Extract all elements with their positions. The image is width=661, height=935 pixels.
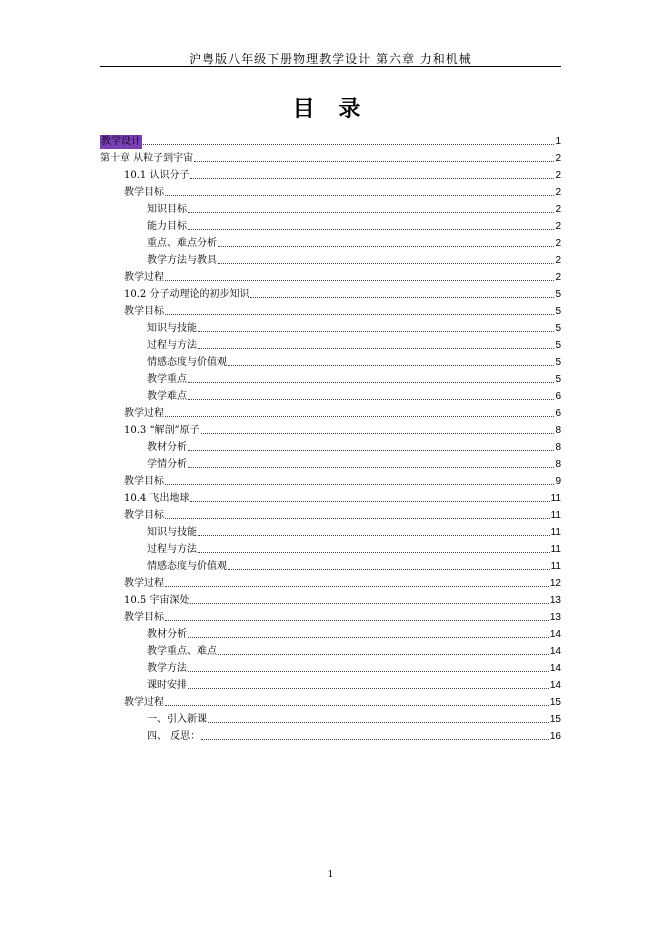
toc-entry-page: 12 xyxy=(549,578,561,589)
toc-dot-leader xyxy=(208,722,549,723)
toc-entry-page: 14 xyxy=(549,646,561,657)
toc-dot-leader xyxy=(228,365,554,366)
toc-entry-text: 四、 反思： xyxy=(147,731,201,742)
toc-entry-page: 2 xyxy=(555,272,561,283)
toc-entry-page: 5 xyxy=(555,340,561,351)
table-of-contents xyxy=(100,132,561,744)
toc-entry[interactable] xyxy=(100,574,561,591)
toc-dot-leader xyxy=(165,484,554,485)
header-rule xyxy=(100,66,561,67)
toc-dot-leader xyxy=(188,229,554,230)
toc-entry-text: 教学目标 xyxy=(124,306,164,317)
toc-entry[interactable] xyxy=(100,625,561,642)
toc-dot-leader xyxy=(250,297,554,298)
toc-entry-page: 14 xyxy=(549,663,561,674)
toc-entry-page: 6 xyxy=(555,391,561,402)
toc-entry-page: 8 xyxy=(555,459,561,470)
toc-entry[interactable] xyxy=(100,370,561,387)
toc-entry-page: 11 xyxy=(550,493,561,504)
toc-entry-text: 教学过程 xyxy=(124,272,164,283)
toc-dot-leader xyxy=(165,314,554,315)
toc-dot-leader xyxy=(198,331,554,332)
toc-dot-leader xyxy=(188,688,549,689)
toc-entry-page: 2 xyxy=(555,153,561,164)
toc-entry[interactable] xyxy=(100,387,561,404)
toc-dot-leader xyxy=(198,552,550,553)
page-header: 沪粤版八年级下册物理教学设计 第六章 力和机械 xyxy=(189,52,472,66)
toc-entry-text: 教学目标 xyxy=(124,476,164,487)
toc-entry-text: 第十章 从粒子到宇宙 xyxy=(100,153,194,164)
toc-entry-page: 14 xyxy=(549,680,561,691)
toc-dot-leader xyxy=(165,586,549,587)
toc-entry[interactable] xyxy=(100,421,561,438)
toc-entry[interactable] xyxy=(100,642,561,659)
toc-entry-text: 教学目标 xyxy=(124,612,164,623)
toc-entry[interactable] xyxy=(100,693,561,710)
toc-entry-text: 课时安排 xyxy=(147,680,187,691)
toc-entry-page: 5 xyxy=(555,357,561,368)
toc-entry-text: 10.4 飞出地球 xyxy=(124,493,190,504)
toc-entry-text: 10.5 宇宙深处 xyxy=(124,595,190,606)
toc-entry[interactable] xyxy=(100,608,561,625)
toc-entry[interactable] xyxy=(100,149,561,166)
toc-dot-leader xyxy=(198,348,554,349)
toc-dot-leader xyxy=(188,671,549,672)
toc-dot-leader xyxy=(218,246,554,247)
toc-entry[interactable] xyxy=(100,268,561,285)
toc-entry-page: 6 xyxy=(555,408,561,419)
toc-entry-text: 教学重点 xyxy=(147,374,187,385)
toc-entry-text: 知识目标 xyxy=(147,204,187,215)
toc-entry-text: 教学难点 xyxy=(147,391,187,402)
toc-entry-page: 2 xyxy=(555,221,561,232)
toc-entry-page: 13 xyxy=(549,595,561,606)
toc-entry[interactable] xyxy=(100,455,561,472)
toc-dot-leader xyxy=(190,178,554,179)
toc-dot-leader xyxy=(201,433,555,434)
toc-entry-text: 教材分析 xyxy=(147,442,187,453)
toc-dot-leader xyxy=(165,705,549,706)
toc-entry-page: 11 xyxy=(550,561,561,572)
toc-entry-text: 教学重点、难点 xyxy=(147,646,217,657)
toc-entry-page: 11 xyxy=(550,544,561,555)
toc-entry-text: 教学过程 xyxy=(124,578,164,589)
toc-entry-text: 10.3 “解剖”原子 xyxy=(124,425,200,436)
toc-entry-page: 14 xyxy=(549,629,561,640)
toc-entry-page: 16 xyxy=(549,731,561,742)
toc-dot-leader xyxy=(218,263,554,264)
toc-entry-page: 9 xyxy=(555,476,561,487)
toc-entry[interactable] xyxy=(100,710,561,727)
toc-entry[interactable] xyxy=(100,217,561,234)
toc-entry-text: 情感态度与价值观 xyxy=(147,357,227,368)
toc-entry[interactable] xyxy=(100,523,561,540)
toc-entry-text: 情感态度与价值观 xyxy=(147,561,227,572)
toc-entry-page: 11 xyxy=(550,527,561,538)
toc-title: 目 录 xyxy=(292,96,369,122)
toc-entry[interactable] xyxy=(100,676,561,693)
toc-dot-leader xyxy=(188,637,549,638)
toc-entry[interactable] xyxy=(100,506,561,523)
toc-entry[interactable] xyxy=(100,353,561,370)
toc-entry[interactable] xyxy=(100,251,561,268)
toc-entry-page: 11 xyxy=(550,510,561,521)
toc-dot-leader xyxy=(188,467,554,468)
toc-entry[interactable] xyxy=(100,540,561,557)
toc-entry-page: 2 xyxy=(555,204,561,215)
toc-dot-leader xyxy=(228,569,550,570)
toc-entry-page: 2 xyxy=(555,187,561,198)
toc-entry-text: 过程与方法 xyxy=(147,340,197,351)
toc-entry[interactable] xyxy=(100,659,561,676)
toc-dot-leader xyxy=(188,212,554,213)
toc-entry-page: 8 xyxy=(555,442,561,453)
toc-entry-page: 8 xyxy=(555,425,561,436)
toc-dot-leader xyxy=(143,144,554,145)
toc-entry-page: 2 xyxy=(555,238,561,249)
toc-entry-text: 教学设计 xyxy=(101,136,141,147)
toc-entry[interactable] xyxy=(100,183,561,200)
toc-entry[interactable] xyxy=(100,132,561,149)
toc-entry-text: 教学目标 xyxy=(124,510,164,521)
toc-entry-text: 学情分析 xyxy=(147,459,187,470)
toc-dot-leader xyxy=(190,603,548,604)
toc-entry-page: 5 xyxy=(555,323,561,334)
toc-entry[interactable] xyxy=(100,336,561,353)
toc-entry[interactable] xyxy=(100,438,561,455)
toc-dot-leader xyxy=(188,450,554,451)
toc-entry-text: 教学方法与教具 xyxy=(147,255,217,266)
toc-entry-page: 15 xyxy=(549,697,561,708)
toc-entry-text: 知识与技能 xyxy=(147,527,197,538)
toc-entry-text: 教材分析 xyxy=(147,629,187,640)
toc-entry[interactable] xyxy=(100,727,561,744)
toc-entry[interactable] xyxy=(100,166,561,183)
page-number: 1 xyxy=(327,870,334,880)
toc-entry[interactable] xyxy=(100,472,561,489)
toc-dot-leader xyxy=(190,501,549,502)
toc-dot-leader xyxy=(218,654,549,655)
toc-entry-text: 教学过程 xyxy=(124,408,164,419)
toc-entry[interactable] xyxy=(100,302,561,319)
toc-dot-leader xyxy=(165,195,554,196)
toc-entry-text: 一、引入新课 xyxy=(147,714,207,725)
toc-dot-leader xyxy=(198,535,550,536)
toc-entry-page: 15 xyxy=(549,714,561,725)
toc-entry[interactable] xyxy=(100,557,561,574)
toc-entry[interactable] xyxy=(100,285,561,302)
toc-dot-leader xyxy=(194,161,554,162)
toc-dot-leader xyxy=(188,399,554,400)
toc-dot-leader xyxy=(188,382,554,383)
toc-entry-text: 教学目标 xyxy=(124,187,164,198)
toc-entry-page: 5 xyxy=(555,374,561,385)
toc-entry[interactable] xyxy=(100,404,561,421)
toc-entry-page: 1 xyxy=(555,136,561,147)
toc-entry[interactable] xyxy=(100,234,561,251)
toc-entry-text: 教学方法 xyxy=(147,663,187,674)
toc-entry-text: 过程与方法 xyxy=(147,544,197,555)
toc-entry-text: 10.2 分子动理论的初步知识 xyxy=(124,289,250,300)
toc-dot-leader xyxy=(165,280,554,281)
toc-dot-leader xyxy=(201,739,549,740)
toc-dot-leader xyxy=(165,416,554,417)
toc-entry-text: 知识与技能 xyxy=(147,323,197,334)
toc-entry-text: 重点、难点分析 xyxy=(147,238,217,249)
toc-entry-page: 2 xyxy=(555,170,561,181)
toc-entry-text: 10.1 认识分子 xyxy=(124,170,190,181)
toc-dot-leader xyxy=(165,620,549,621)
toc-entry[interactable] xyxy=(100,200,561,217)
toc-entry[interactable] xyxy=(100,591,561,608)
toc-entry-page: 5 xyxy=(555,289,561,300)
toc-entry[interactable] xyxy=(100,319,561,336)
toc-entry[interactable] xyxy=(100,489,561,506)
toc-dot-leader xyxy=(165,518,550,519)
toc-entry-page: 2 xyxy=(555,255,561,266)
toc-entry-text: 能力目标 xyxy=(147,221,187,232)
toc-entry-page: 13 xyxy=(549,612,561,623)
toc-entry-page: 5 xyxy=(555,306,561,317)
toc-entry-text: 教学过程 xyxy=(124,697,164,708)
